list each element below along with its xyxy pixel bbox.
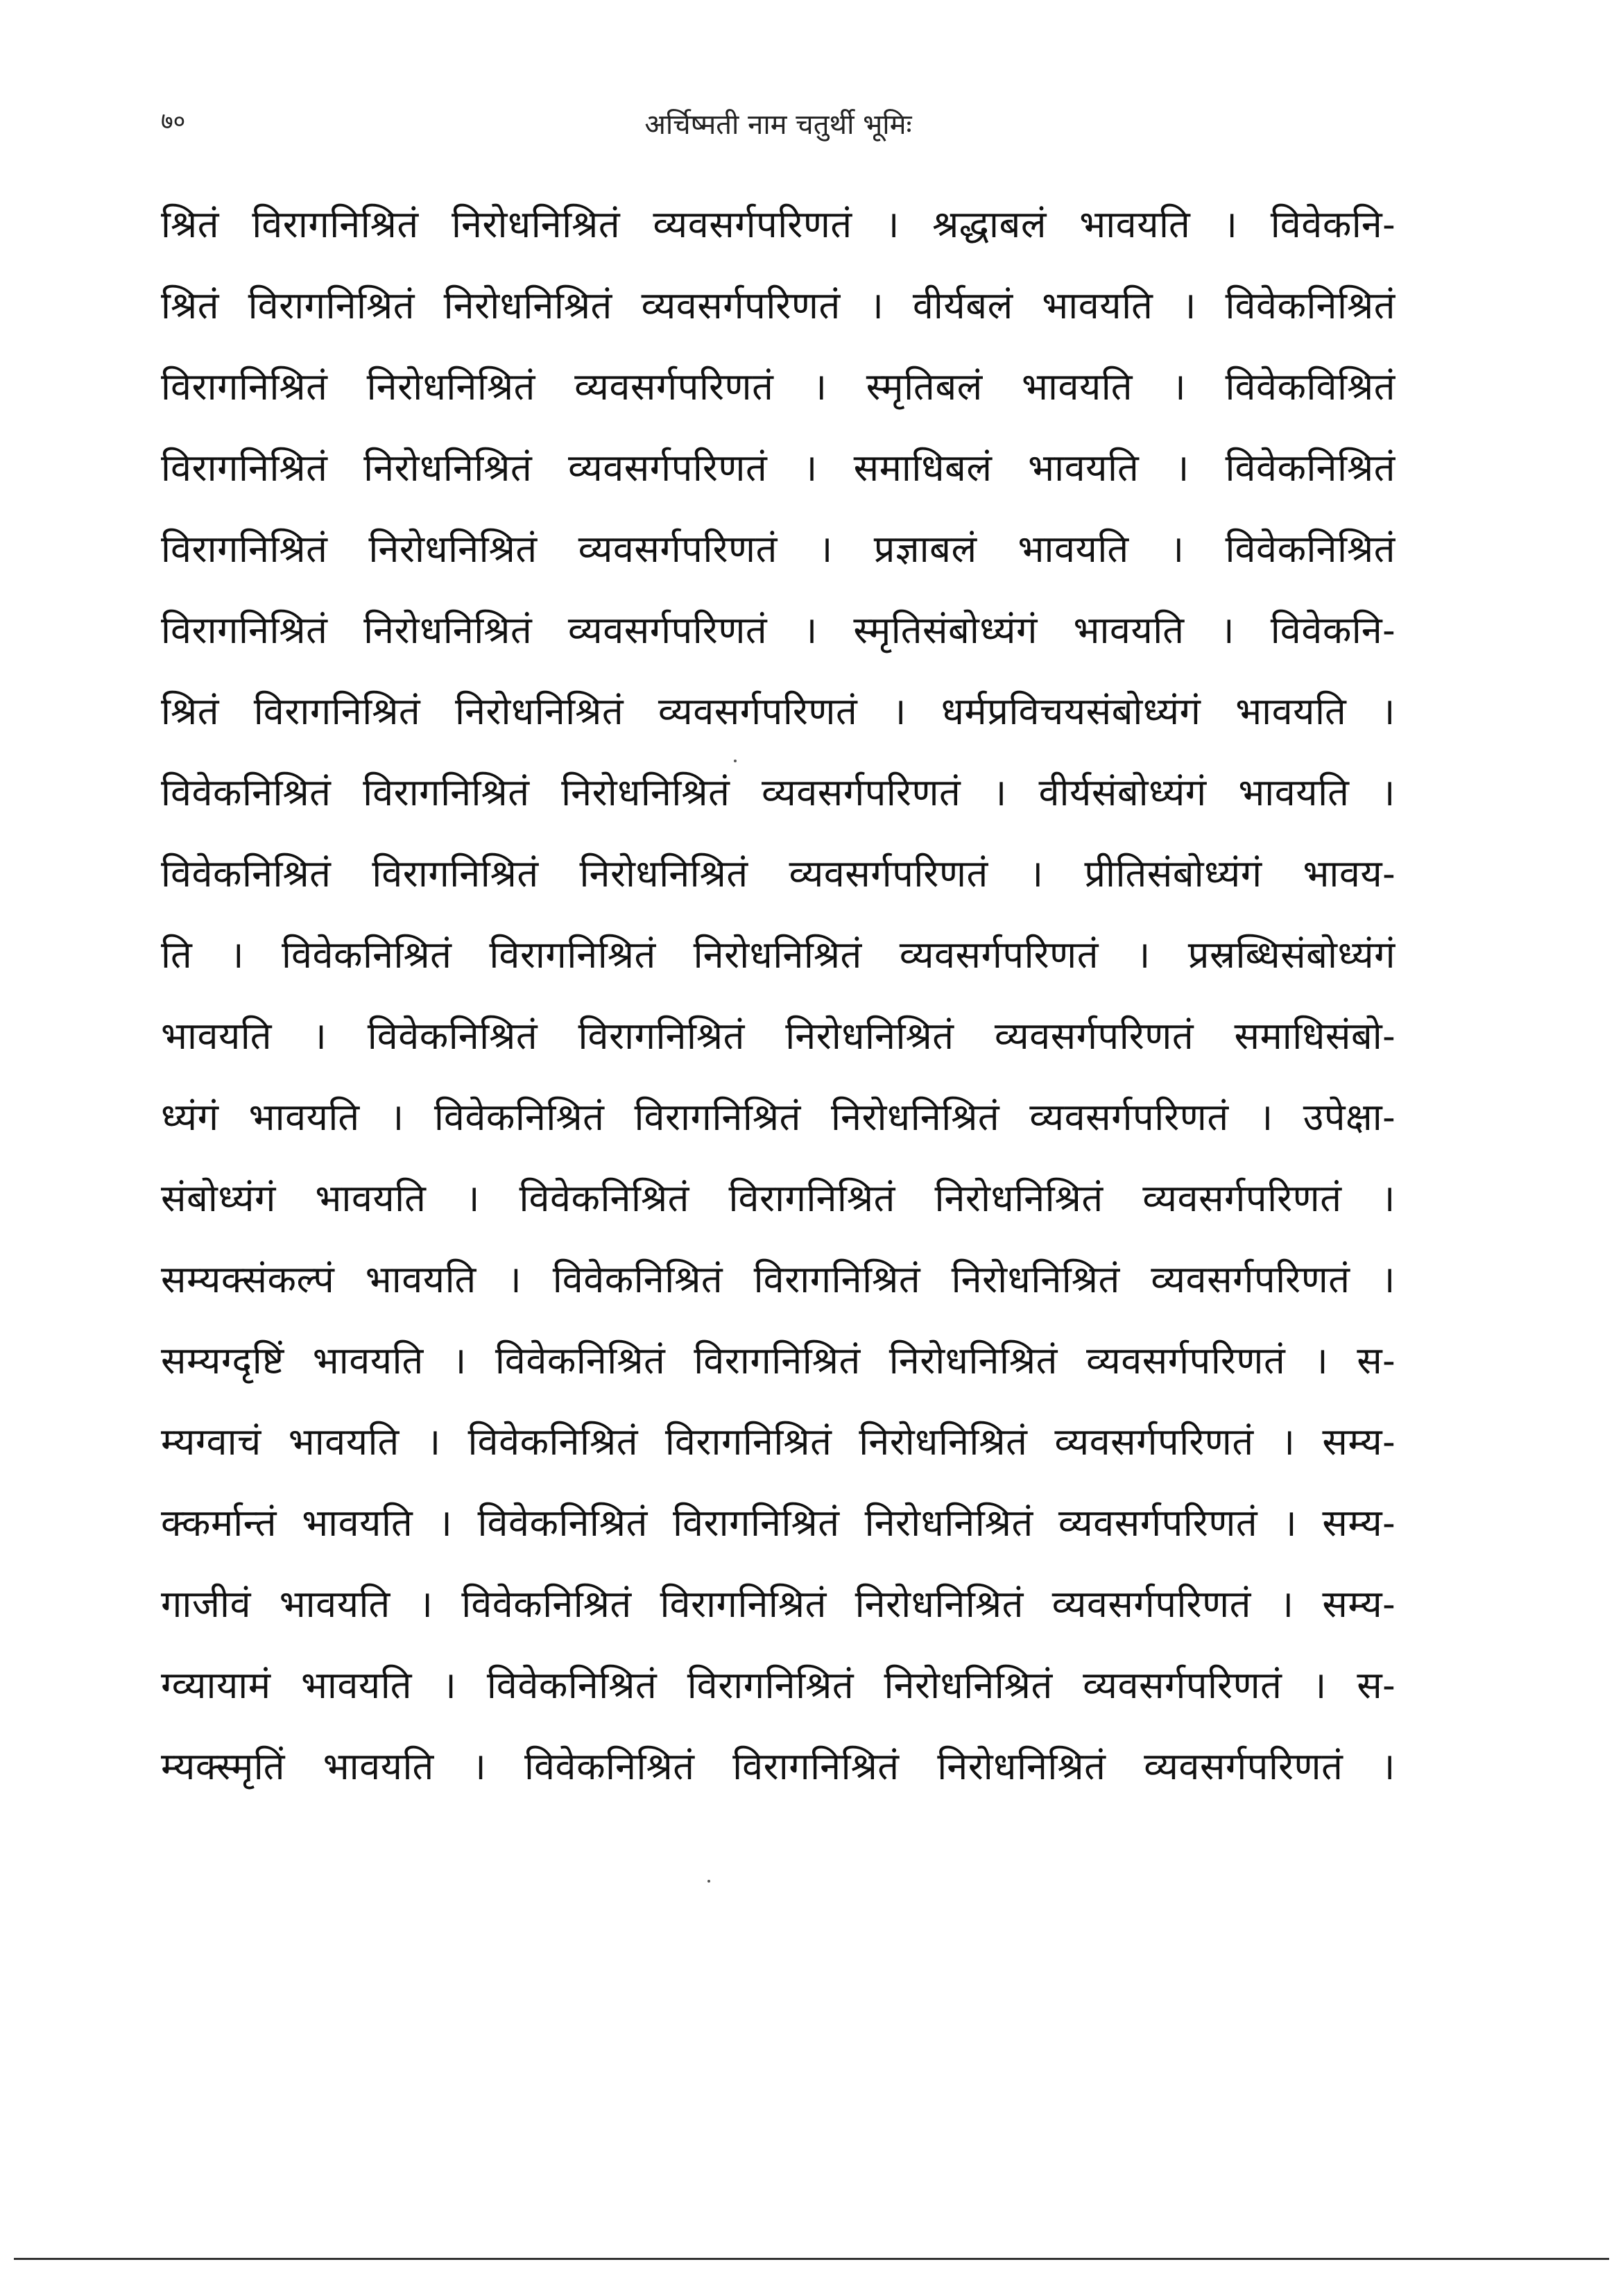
text-line: विरागनिश्रितं निरोधनिश्रितं व्यवसर्गपरिणतं । स्मृतिसंबोध्यंगं भावयति । विवेकनि- <box>161 608 1396 652</box>
text-line: श्रितं विरागनिश्रितं निरोधनिश्रितं व्यवसर्गपरिणतं । धर्मप्रविचयसंबोध्यंगं भावयति । <box>161 689 1396 733</box>
text-line: विरागनिश्रितं निरोधनिश्रितं व्यवसर्गपरिणतं । प्रज्ञाबलं भावयति । विवेकनिश्रितं <box>161 527 1396 571</box>
text-line: श्रितं विरागनिश्रितं निरोधनिश्रितं व्यवसर्गपरिणतं । श्रद्धाबलं भावयति । विवेकनि- <box>161 203 1396 246</box>
text-line: ध्यंगं भावयति । विवेकनिश्रितं विरागनिश्रितं निरोधनिश्रितं व्यवसर्गपरिणतं । उपेक्षा- <box>161 1095 1396 1139</box>
text-line: गाजीवं भावयति । विवेकनिश्रितं विरागनिश्रितं निरोधनिश्रितं व्यवसर्गपरिणतं । सम्य- <box>161 1582 1396 1626</box>
text-line: क्कर्मान्तं भावयति । विवेकनिश्रितं विरागनिश्रितं निरोधनिश्रितं व्यवसर्गपरिणतं । सम्य- <box>161 1501 1396 1545</box>
body-text <box>161 184 1396 1807</box>
text-line: विरागनिश्रितं निरोधनिश्रितं व्यवसर्गपरिणतं । समाधिबलं भावयति । विवेकनिश्रितं <box>161 446 1396 490</box>
text-line: विरागनिश्रितं निरोधनिश्रितं व्यवसर्गपरिणतं । स्मृतिबलं भावयति । विवेकविश्रितं <box>161 365 1396 409</box>
scan-speck <box>707 1880 710 1883</box>
text-line: विवेकनिश्रितं विरागनिश्रितं निरोधनिश्रितं व्यवसर्गपरिणतं । वीर्यसंबोध्यंगं भावयति । <box>161 771 1396 814</box>
running-title: अर्चिष्मती नाम चतुर्थी भूमिः <box>644 109 912 141</box>
text-line: संबोध्यंगं भावयति । विवेकनिश्रितं विरागनिश्रितं निरोधनिश्रितं व्यवसर्गपरिणतं । <box>161 1176 1396 1220</box>
text-line: सम्यग्दृष्टिं भावयति । विवेकनिश्रितं विरागनिश्रितं निरोधनिश्रितं व्यवसर्गपरिणतं । स- <box>161 1339 1396 1382</box>
scan-speck <box>734 760 737 762</box>
bottom-border-line <box>14 2258 1609 2260</box>
text-line: म्यग्वाचं भावयति । विवेकनिश्रितं विरागनिश्रितं निरोधनिश्रितं व्यवसर्गपरिणतं । सम्य- <box>161 1420 1396 1464</box>
page-number: ७० <box>161 108 186 135</box>
text-line: सम्यक्संकल्पं भावयति । विवेकनिश्रितं विरागनिश्रितं निरोधनिश्रितं व्यवसर्गपरिणतं । <box>161 1258 1396 1301</box>
text-line: विवेकनिश्रितं विरागनिश्रितं निरोधनिश्रितं व्यवसर्गपरिणतं । प्रीतिसंबोध्यंगं भावय- <box>161 852 1396 896</box>
text-line: श्रितं विरागनिश्रितं निरोधनिश्रितं व्यवसर्गपरिणतं । वीर्यबलं भावयति । विवेकनिश्रितं <box>161 284 1396 327</box>
text-line: ग्व्यायामं भावयति । विवेकनिश्रितं विरागनिश्रितं निरोधनिश्रितं व्यवसर्गपरिणतं । स- <box>161 1663 1396 1707</box>
text-line: भावयति । विवेकनिश्रितं विरागनिश्रितं निरोधनिश्रितं व्यवसर्गपरिणतं समाधिसंबो- <box>161 1014 1396 1058</box>
text-line: ति । विवेकनिश्रितं विरागनिश्रितं निरोधनिश्रितं व्यवसर्गपरिणतं । प्रस्रब्धिसंबोध्यंगं <box>161 933 1396 977</box>
text-line: म्यक्स्मृतिं भावयति । विवेकनिश्रितं विरागनिश्रितं निरोधनिश्रितं व्यवसर्गपरिणतं । <box>161 1745 1396 1788</box>
page-header <box>161 104 1396 153</box>
